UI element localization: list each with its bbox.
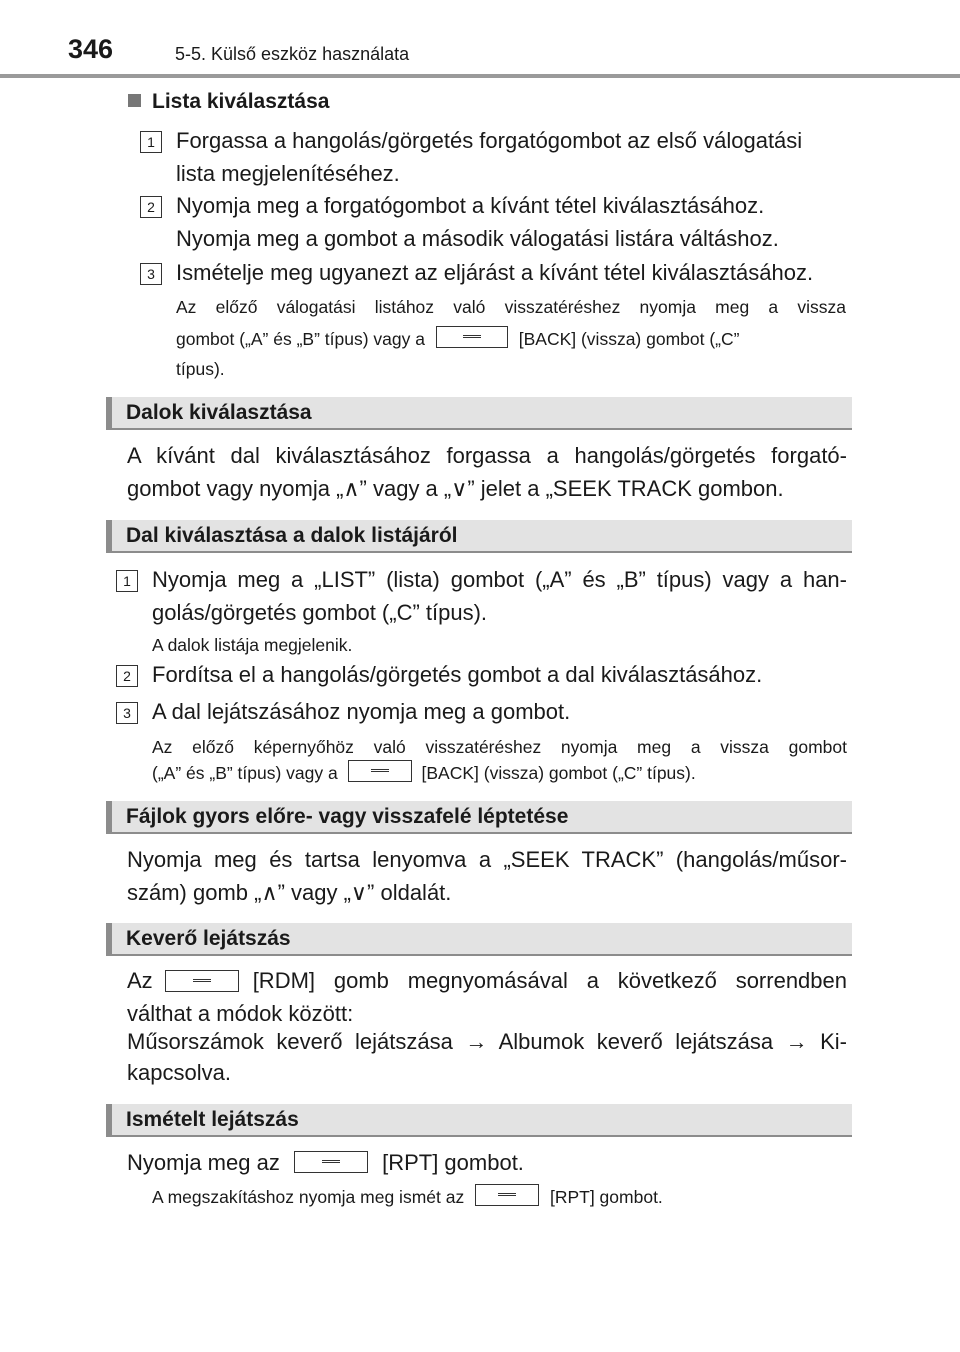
songs-line-2: gombot vagy nyomja „∧” vagy a „∨” jelet a „SEEK TRACK gombon. — [127, 476, 784, 501]
back-button-icon — [436, 326, 508, 348]
repeat-line-1-b: [RPT] gombot. — [382, 1150, 524, 1175]
list-select-heading-text: Lista kiválasztása — [152, 90, 330, 113]
step-number-2: 2 — [140, 196, 162, 218]
shuffle-line-1 — [127, 964, 847, 997]
song-step-3: A dal lejátszásához nyomja meg a gombot. — [152, 699, 571, 724]
repeat-line-1 — [127, 1146, 847, 1179]
fast-line-1: Nyomja meg és tartsa lenyomva a „SEEK TRACK” (hangolás/műsor- — [127, 847, 847, 872]
list-step-2-line-2: Nyomja meg a gombot a második válogatási listára váltáshoz. — [176, 226, 779, 251]
repeat-note-a: A megszakításhoz nyomja meg ismét az — [152, 1187, 465, 1207]
list-step-2-line-1: Nyomja meg a forgatógombot a kívánt tétel kiválasztásához. — [176, 193, 765, 218]
section-song-list — [106, 520, 852, 553]
shuffle-line-4: kapcsolva. — [127, 1060, 231, 1085]
song-step-number-3: 3 — [116, 702, 138, 724]
section-shuffle-title: Keverő lejátszás — [126, 927, 291, 950]
song-note-line-2-b: [BACK] (vissza) gombot („C” típus). — [421, 763, 696, 783]
section-repeat — [106, 1104, 852, 1137]
rpt-button-icon — [475, 1184, 539, 1206]
song-note-line-1: Az előző képernyőhöz való visszatéréshez nyomja meg a vissza gombot — [152, 737, 847, 757]
step-number-3: 3 — [140, 263, 162, 285]
list-step-3-line-1: Ismételje meg ugyanezt az eljárást a kívánt tétel kiválasztásához. — [176, 260, 814, 285]
list-note-line-2-b: [BACK] (vissza) gombot („C” — [518, 329, 740, 349]
song-step-1-line-2: golás/görgetés gombot („C” típus). — [152, 600, 488, 625]
page-header — [0, 0, 960, 80]
repeat-note — [152, 1182, 847, 1212]
section-song-list-title: Dal kiválasztása a dalok listájáról — [126, 524, 458, 547]
song-step-number-2: 2 — [116, 665, 138, 687]
repeat-line-1-a: Nyomja meg az — [127, 1150, 280, 1175]
page-number: 346 — [68, 34, 114, 64]
shuffle-line-2: válthat a módok között: — [127, 1001, 354, 1026]
section-fast-forward-title: Fájlok gyors előre- vagy visszafelé léptetése — [126, 805, 569, 828]
step-number-1: 1 — [140, 131, 162, 153]
fast-line-2: szám) gomb „∧” vagy „∨” oldalát. — [127, 880, 452, 905]
rpt-button-icon — [294, 1151, 368, 1173]
shuffle-line-1-a: Az — [127, 968, 153, 993]
section-shuffle — [106, 923, 852, 956]
song-step-1-line-1: Nyomja meg a „LIST” (lista) gombot („A” és „B” típus) vagy a han- — [152, 567, 847, 592]
shuffle-line-3: Műsorszámok keverő lejátszása → Albumok keverő lejátszása → Ki- — [127, 1029, 847, 1054]
section-songs — [106, 397, 852, 430]
section-songs-title: Dalok kiválasztása — [126, 401, 312, 424]
shuffle-line-1-b: [RDM] gomb megnyomásával a következő sorrendben — [252, 968, 847, 993]
list-step-1-line-1: Forgassa a hangolás/görgetés forgatógombot az első válogatási — [176, 128, 803, 153]
song-note-line-2 — [152, 758, 847, 788]
list-note-line-1: Az előző válogatási listához való visszatéréshez nyomja meg a vissza — [176, 297, 846, 317]
list-note-line-3: típus). — [176, 359, 225, 379]
song-step-1-note: A dalok listája megjelenik. — [152, 635, 353, 655]
back-button-icon — [348, 760, 412, 782]
list-note-line-2-a: gombot („A” és „B” típus) vagy a — [176, 329, 425, 349]
chapter-title: 5-5. Külső eszköz használata — [175, 44, 410, 64]
song-note-line-2-a: („A” és „B” típus) vagy a — [152, 763, 338, 783]
song-step-2: Fordítsa el a hangolás/görgetés gombot a dal kiválasztásához. — [152, 662, 763, 687]
square-bullet-icon — [128, 94, 141, 107]
rdm-button-icon — [165, 970, 239, 992]
list-select-heading — [128, 90, 329, 114]
header-rule — [0, 74, 960, 78]
list-step-1-line-2: lista megjelenítéséhez. — [176, 161, 400, 186]
song-step-number-1: 1 — [116, 570, 138, 592]
section-fast-forward — [106, 801, 852, 834]
section-repeat-title: Ismételt lejátszás — [126, 1108, 299, 1131]
songs-line-1: A kívánt dal kiválasztásához forgassa a hangolás/görgetés forgató- — [127, 443, 847, 468]
repeat-note-b: [RPT] gombot. — [549, 1187, 663, 1207]
list-note-line-2 — [176, 324, 846, 354]
